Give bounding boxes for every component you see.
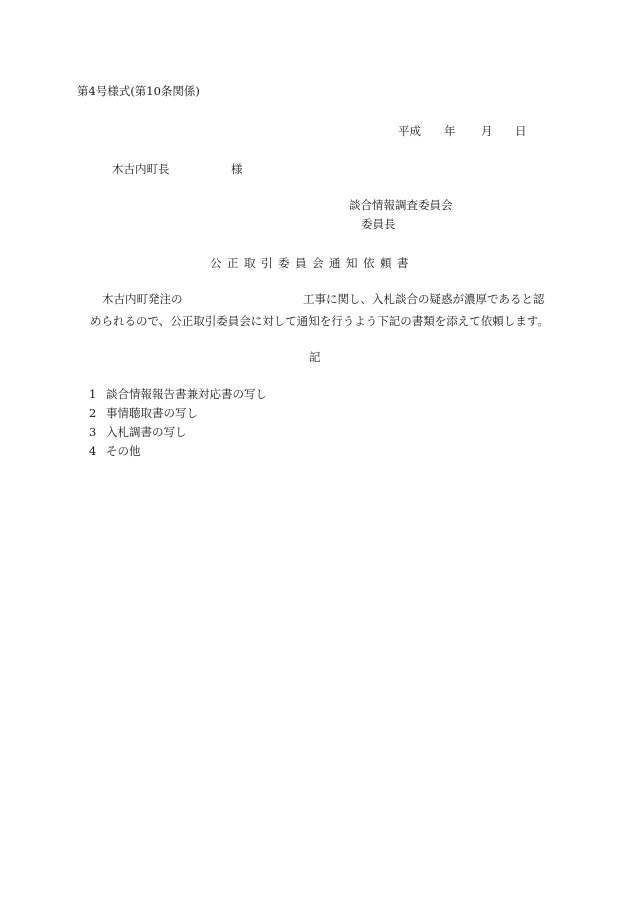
- body-line-2: められるので、公正取引委員会に対して通知を行うよう下記の書類を添えて依頼します。: [90, 314, 549, 328]
- ki-heading: 記: [309, 350, 321, 364]
- date-month-unit: 月: [481, 124, 493, 138]
- item-text: 事情聴取書の写し: [106, 406, 198, 420]
- addressee-name: 木古内町長: [112, 162, 170, 176]
- date-day-unit: 日: [515, 124, 527, 138]
- sender-organization: 談合情報調査委員会: [349, 198, 453, 212]
- sender-title: 委員長: [361, 217, 396, 231]
- item-number: 2: [89, 406, 97, 420]
- document-title: 公正取引委員会通知依頼書: [210, 256, 414, 270]
- item-number: 3: [89, 425, 97, 439]
- form-label: 第4号様式(第10条関係): [77, 84, 200, 98]
- item-text: 談合情報報告書兼対応書の写し: [106, 387, 267, 401]
- addressee-line: [112, 162, 243, 176]
- date-year-unit: 年: [444, 124, 456, 138]
- item-text: その他: [106, 444, 141, 458]
- body-line-1-end: 工事に関し、入札談合の疑惑が濃厚であると認: [303, 292, 545, 306]
- body-line-1-start: 木古内町発注の: [102, 292, 183, 306]
- date-era: 平成: [398, 124, 421, 138]
- addressee-honorific: 様: [231, 162, 243, 176]
- item-text: 入札調書の写し: [106, 425, 187, 439]
- item-number: 4: [89, 444, 97, 458]
- body-line-1: [102, 292, 545, 306]
- item-number: 1: [89, 387, 97, 401]
